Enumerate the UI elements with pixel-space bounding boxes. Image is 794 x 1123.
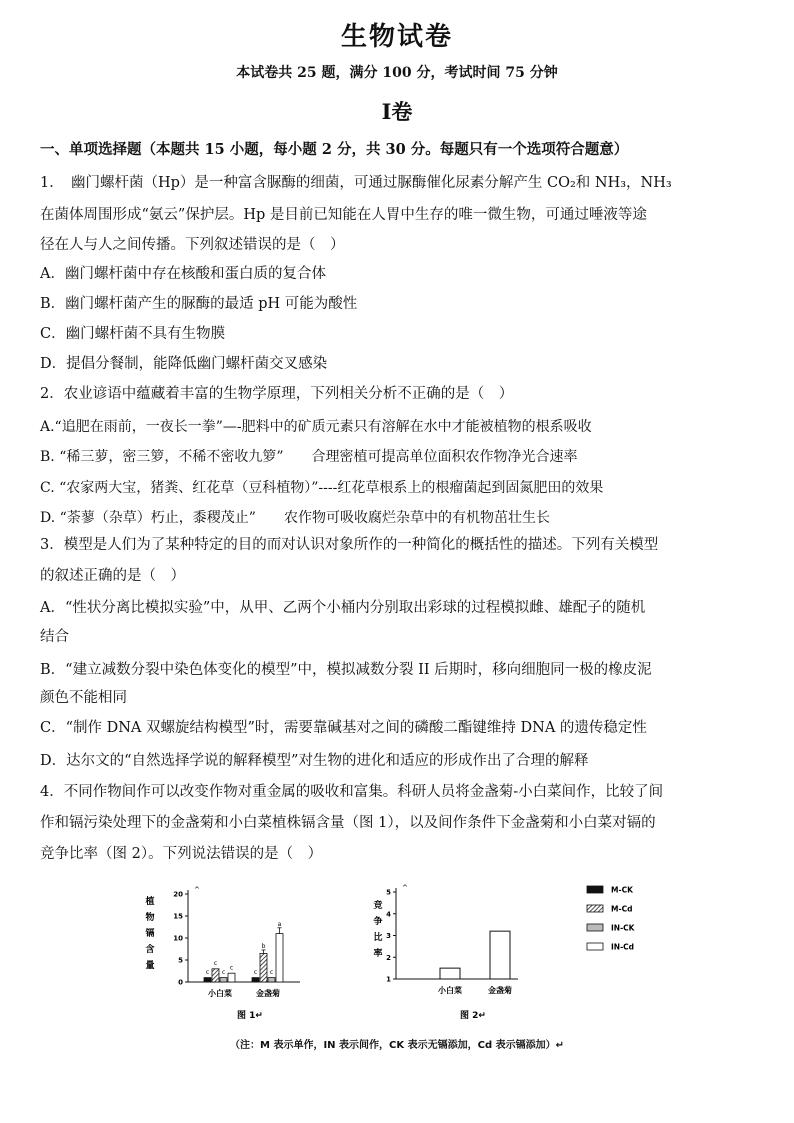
y-tick-label: 5: [178, 956, 183, 965]
bar: [204, 978, 211, 982]
option-line: A．“性状分离比模拟实验”中，从甲、乙两个小桶内分别取出彩球的过程模拟雌、雄配子的随机: [40, 600, 646, 616]
y-tick-label: 1: [386, 975, 391, 984]
significance-letter: c: [269, 968, 274, 976]
y-axis-label-char: 镉: [145, 929, 155, 939]
x-tick-label: 金盏菊: [256, 989, 280, 998]
bar: [252, 978, 259, 982]
question-line: 的叙述正确的是（ ）: [40, 568, 185, 584]
y-axis-label-char: 含: [145, 945, 155, 955]
option-line: B. “稀三萝，密三箩，不稀不密收九箩” 合理密植可提高单位面积农作物净光合速率: [40, 449, 578, 465]
option-line: C．幽门螺杆菌不具有生物膜: [40, 326, 226, 342]
figure-1-chart: [140, 882, 310, 1022]
bar: [220, 978, 227, 982]
bar: [440, 968, 460, 979]
significance-letter: a: [277, 920, 282, 928]
y-tick-label: 2: [386, 953, 391, 962]
option-line: C．“制作 DNA 双螺旋结构模型”时，需要靠碱基对之间的磷酸二酯键维持 DNA 的遗传稳定性: [40, 720, 647, 736]
x-tick-label: 小白菜: [208, 989, 232, 998]
option-line: D. “荼蓼（杂草）朽止，黍稷茂止” 农作物可吸收腐烂杂草中的有机物茁壮生长: [40, 510, 550, 526]
y-tick-label: 15: [173, 912, 183, 921]
legend-swatch: [587, 886, 603, 893]
significance-letter: b: [261, 942, 266, 950]
question-line: 3．模型是人们为了某种特定的目的而对认识对象所作的一种简化的概括性的描述。下列有关模型: [40, 537, 659, 553]
legend-label: IN-Cd: [611, 942, 635, 952]
significance-letter: c: [221, 968, 226, 976]
option-line: B．“建立减数分裂中染色体变化的模型”中，模拟减数分裂 II 后期时，移向细胞同一极的橡皮泥: [40, 662, 652, 678]
paper-subtitle: 本试卷共 25 题，满分 100 分，考试时间 75 分钟: [236, 65, 558, 81]
x-tick-labels: [438, 985, 512, 995]
y-tick-label: 10: [173, 934, 183, 943]
figure-title: 图 1↵: [237, 1011, 263, 1021]
legend-swatch: [587, 943, 603, 950]
question-line: 在菌体周围形成“氨云”保护层。Hp 是目前已知能在人胃中生存的唯一微生物，可通过唾液等途: [40, 207, 647, 223]
volume-heading: Ⅰ卷: [381, 99, 413, 124]
option-line: 结合: [40, 629, 69, 645]
bar: [212, 969, 219, 982]
y-axis-label-char: 植: [145, 897, 155, 907]
question-line: 4．不同作物间作可以改变作物对重金属的吸收和富集。科研人员将金盏菊-小白菜间作，比较了间: [40, 784, 664, 800]
y-axis-label-char: 竞: [373, 901, 383, 911]
significance-letter: c: [253, 968, 258, 976]
y-axis-label: [373, 899, 382, 959]
legend-swatch: [587, 924, 603, 931]
option-line: D．达尔文的“自然选择学说的解释模型”对生物的进化和适应的形成作出了合理的解释: [40, 753, 589, 769]
y-axis-label: [144, 895, 154, 971]
y-axis-label-char: 量: [145, 961, 155, 971]
legend-swatch: [587, 905, 603, 912]
figure-title: 图 2↵: [460, 1011, 486, 1021]
y-tick-label: 5: [386, 888, 391, 897]
section-heading: 一、单项选择题（本题共 15 小题，每小题 2 分，共 30 分。每题只有一个选项符合题意）: [40, 141, 629, 158]
y-tick-label: 20: [173, 890, 183, 899]
x-tick-label: 小白菜: [438, 986, 462, 995]
y-tick-label: 3: [386, 932, 391, 940]
figure-2-chart: [368, 882, 538, 1022]
significance-letter: c: [229, 964, 234, 972]
paper-title: 生物试卷: [340, 22, 453, 52]
y-axis-label-char: 比: [373, 933, 383, 943]
bar: [228, 973, 235, 982]
bars: [204, 921, 283, 982]
axis-arrow: ^: [194, 886, 200, 894]
figure-1: [140, 882, 310, 1026]
y-axis-label-char: 争: [373, 917, 383, 927]
figure-2: [368, 882, 538, 1026]
option-line: A.“追肥在雨前，一夜长一拳”—-肥料中的矿质元素只有溶解在水中才能被植物的根系吸收: [40, 419, 592, 435]
option-line: A．幽门螺杆菌中存在核酸和蛋白质的复合体: [40, 266, 326, 282]
question-line: 1． 幽门螺杆菌（Hp）是一种富含脲酶的细菌，可通过脲酶催化尿素分解产生 CO₂和 NH₃，NH₃: [40, 175, 672, 191]
option-line: D．提倡分餐制，能降低幽门螺杆菌交叉感染: [40, 356, 328, 372]
option-line: B．幽门螺杆菌产生的脲酶的最适 pH 可能为酸性: [40, 296, 358, 312]
bar: [276, 934, 283, 982]
legend-label: IN-CK: [611, 923, 635, 933]
x-tick-label: 金盏菊: [488, 986, 512, 995]
legend: [585, 882, 665, 961]
question-line: 2．农业谚语中蕴藏着丰富的生物学原理，下列相关分析不正确的是（ ）: [40, 386, 514, 402]
legend-label: M-Cd: [611, 904, 633, 914]
x-tick-labels: [208, 988, 280, 998]
question-line: 径在人与人之间传播。下列叙述错误的是（ ）: [40, 237, 345, 253]
y-tick-label: 4: [386, 910, 391, 919]
y-tick-label: 0: [178, 978, 183, 987]
option-line: C. “农家两大宝，猪粪、红花草（豆科植物）”----红花草根系上的根瘤菌起到固氮肥田的效果: [40, 480, 604, 496]
figure-note: （注：M 表示单作，IN 表示间作，CK 表示无镉添加，Cd 表示镉添加）↵: [230, 1040, 564, 1051]
y-axis-label-char: 物: [145, 913, 155, 923]
option-line: 颜色不能相同: [40, 690, 127, 706]
axis-arrow: ^: [402, 884, 408, 892]
bars: [440, 931, 510, 979]
y-axis-label-char: 率: [373, 949, 383, 959]
bar: [490, 931, 510, 979]
significance-letter: c: [205, 968, 210, 976]
legend-box: [585, 882, 665, 957]
bar: [260, 953, 267, 982]
bar: [268, 978, 275, 982]
question-line: 竞争比率（图 2）。下列说法错误的是（ ）: [40, 846, 323, 862]
significance-letter: c: [213, 960, 218, 968]
question-line: 作和镉污染处理下的金盏菊和小白菜植株镉含量（图 1），以及间作条件下金盏菊和小白菜对镉的: [40, 815, 656, 831]
legend-label: M-CK: [611, 885, 633, 895]
